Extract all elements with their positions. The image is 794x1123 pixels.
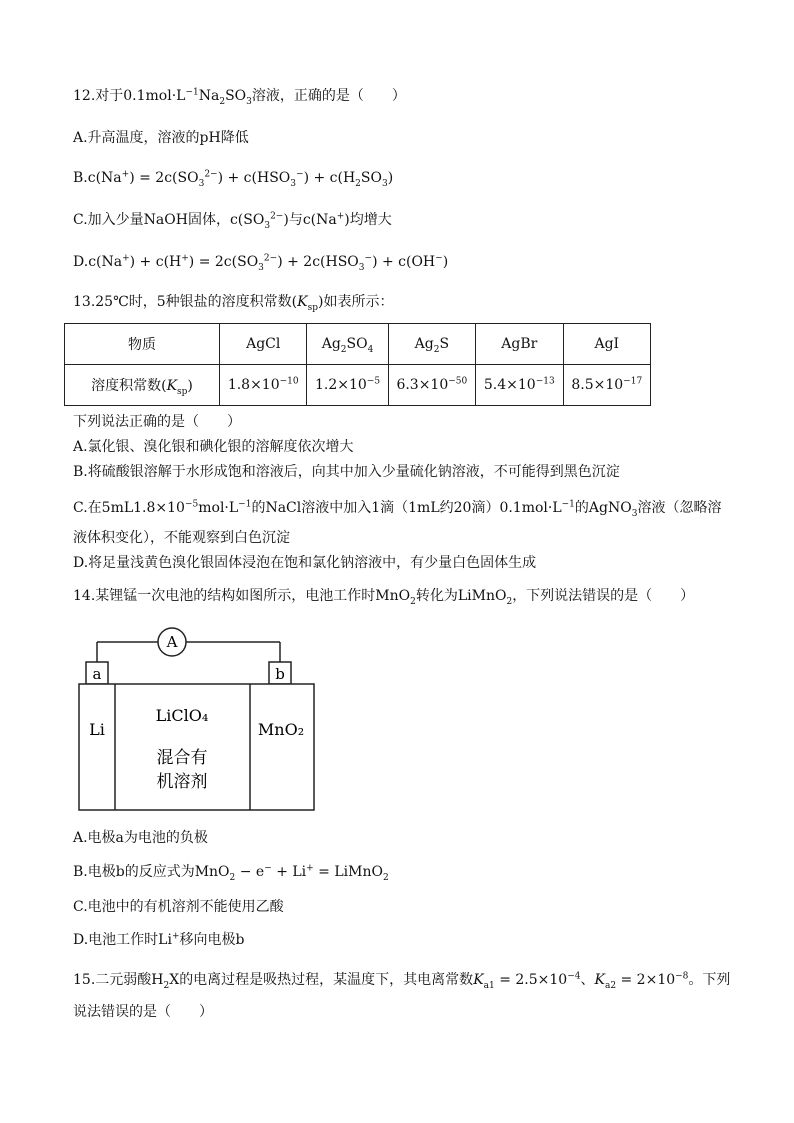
- ksp-agbr: $5.4\times 10^{-13}$: [476, 365, 563, 406]
- q14-option-a: A.电极a为电池的负极: [73, 830, 208, 846]
- ksp-ag2so4: $1.2\times 10^{-5}$: [307, 365, 388, 406]
- q12-option-a: A.升高温度，溶液的pH降低: [73, 130, 249, 146]
- q15-stem-cont: 说法错误的是（ ）: [73, 1004, 213, 1020]
- battery-diagram: [70, 620, 330, 820]
- substance-ag2s: $Ag_2S$: [388, 324, 475, 365]
- ksp-agi: $8.5\times 10^{-17}$: [563, 365, 650, 406]
- q15-stem: 15.二元弱酸$H_2X$的电离过程是吸热过程，某温度下，其电离常数$K_{a1} = 2.5\times 10^{-4}$、$K_{a2} = 2\times 10^{-8}$。下列: [73, 971, 731, 991]
- solvent-label-1: 混合有: [156, 748, 208, 768]
- substance-ag2so4: $Ag_2SO_4$: [307, 324, 388, 365]
- q14-option-b: B.电极b的反应式为MnO$_2$ − e− + Li+ = LiMnO$_2$: [73, 863, 389, 883]
- ksp-ag2s: $6.3\times 10^{-50}$: [388, 365, 475, 406]
- q12-option-b: $B.c(Na^+) = 2c(SO_3^{2-}) + c(HSO_3^-) + c(H_2SO_3)$: [73, 169, 394, 189]
- q14-option-c: C.电池中的有机溶剂不能使用乙酸: [73, 899, 284, 915]
- electrolyte-label: LiClO₄: [155, 706, 209, 725]
- q12-option-c: C.加入少量NaOH固体，$c(SO_3^{2-})$与c(Na+)均增大: [73, 211, 392, 231]
- q13-option-a: A.氯化银、溴化银和碘化银的溶解度依次增大: [73, 439, 354, 455]
- q12-stem: 12.对于$0.1mol\cdot L^{-1}Na_2SO_3$溶液，正确的是（ ）: [73, 87, 406, 107]
- q13-option-c: C.在$5mL1.8\times 10^{-5}mol\cdot L^{-1}$的NaCl溶液中加入1滴（1mL约20滴）$0.1mol\cdot L^{-1}$的AgNO$_3$溶液（忽略溶: [73, 499, 722, 519]
- q14-option-d: D.电池工作时Li+移向电极b: [73, 931, 245, 948]
- q13-option-b: B.将硫酸银溶解于水形成饱和溶液后，向其中加入少量硫化钠溶液，不可能得到黑色沉淀: [73, 464, 620, 480]
- electrode-a-label: a: [92, 665, 102, 683]
- q13-lead: 下列说法正确的是（ ）: [73, 414, 241, 430]
- substance-agi: AgI: [563, 324, 650, 365]
- table-header-row: [65, 324, 651, 365]
- q13-option-d: D.将足量浅黄色溴化银固体浸泡在饱和氯化钠溶液中，有少量白色固体生成: [73, 555, 537, 571]
- q13-option-c-cont: 液体积变化），不能观察到白色沉淀: [73, 530, 290, 546]
- q12-option-d: $D.c(Na^+) + c(H^+) = 2c(SO_3^{2-}) + 2c(HSO_3^-) + c(OH^-)$: [73, 253, 449, 273]
- q14-stem: 14.某锂锰一次电池的结构如图所示，电池工作时MnO$_2$转化为LiMnO$_2$，下列说法错误的是（ ）: [73, 588, 695, 607]
- table-row-label: 溶度积常数$(K_{sp})$: [65, 365, 220, 406]
- li-electrode-label: Li: [89, 720, 105, 739]
- q13-stem: 13.25℃时，5种银盐的溶度积常数$(K_{sp})$如表所示：: [73, 294, 394, 313]
- ksp-table: [64, 323, 651, 406]
- mno2-electrode-label: MnO₂: [257, 720, 305, 739]
- table-header-label: 物质: [65, 324, 220, 365]
- substance-agcl: AgCl: [220, 324, 307, 365]
- ksp-agcl: $1.8\times 10^{-10}$: [220, 365, 307, 406]
- substance-agbr: AgBr: [476, 324, 563, 365]
- solvent-label-2: 机溶剂: [156, 772, 208, 792]
- ammeter-label: A: [166, 633, 178, 651]
- electrode-b-label: b: [275, 665, 285, 683]
- table-ksp-row: [65, 365, 651, 406]
